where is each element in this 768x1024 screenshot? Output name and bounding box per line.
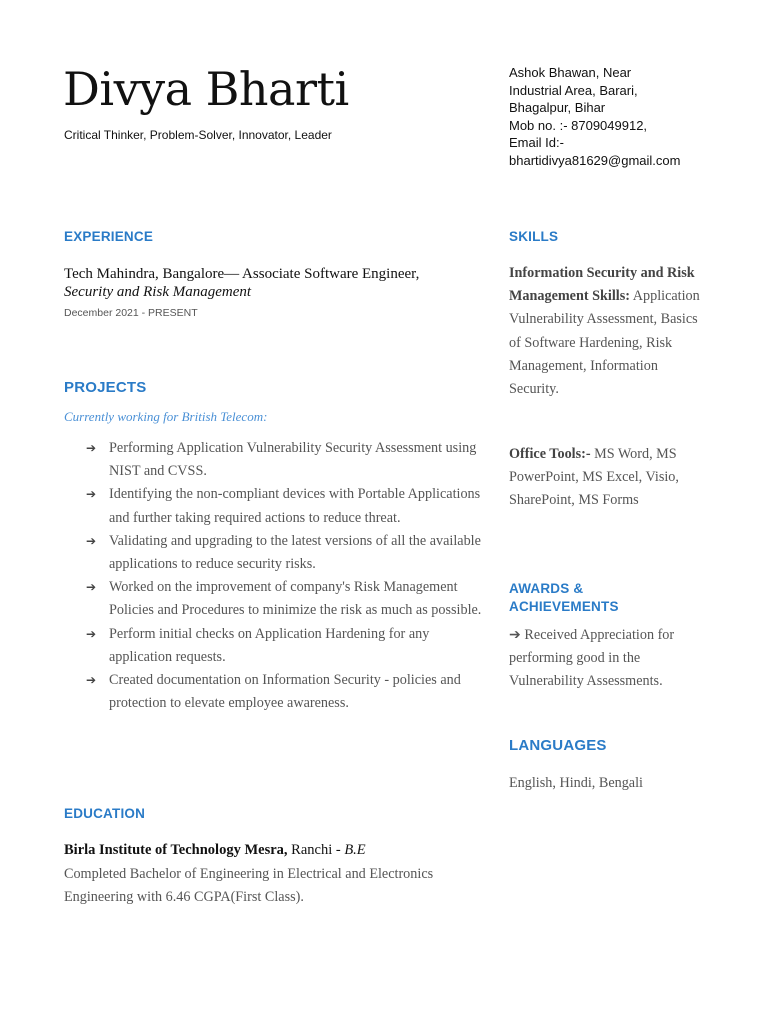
job-date: December 2021 - PRESENT [64,307,198,319]
languages-heading: LANGUAGES [509,737,607,754]
skills-office-text: MS Word, MS PowerPoint, MS Excel, Visio, SharePoint, MS Forms [509,446,679,509]
awards-heading-line1: AWARDS & [509,581,584,596]
arrow-icon: ➔ [86,441,97,455]
job-entry [64,265,484,301]
education-description: Completed Bachelor of Engineering in Electrical and Electronics Engineering with 6.46 CGPA(First Class). [64,866,434,906]
job-role: Security and Risk Management [64,284,252,300]
project-text: Created documentation on Information Security - policies and protection to elevate employee awareness. [109,672,461,712]
list-item [86,483,486,529]
projects-list [86,437,486,715]
contact-email: bhartidivya81629@gmail.com [509,152,681,168]
arrow-icon: ➔ [86,673,97,688]
skills-heading: SKILLS [509,229,559,244]
education-institute: Birla Institute of Technology Mesra, [64,842,288,858]
candidate-name: Divya Bharti [63,62,349,116]
arrow-icon: ➔ [86,487,97,502]
contact-line: Ashok Bhawan, Near [509,65,632,80]
list-item [86,437,486,483]
skills-office [509,443,709,513]
awards-heading-line2: ACHIEVEMENTS [509,599,619,614]
awards-heading [509,580,619,616]
education-entry [64,842,366,859]
list-item [86,623,486,669]
list-item [86,530,486,576]
skills-security [509,262,709,401]
arrow-icon: ➔ [86,533,97,548]
skills-office-label: Office Tools:- [509,446,591,462]
contact-block [509,64,749,169]
education-heading: EDUCATION [64,806,146,821]
arrow-icon: ➔ [86,626,97,641]
contact-line: Industrial Area, Barari, [509,82,638,98]
tagline: Critical Thinker, Problem-Solver, Innovator, Leader [64,128,332,142]
skills-security-text: Application Vulnerability Assessment, Basics of Software Hardening, Risk Management, Information Security. [509,288,700,398]
contact-line: Email Id:- [509,135,564,150]
languages-text: English, Hindi, Bengali [509,775,643,791]
list-item [86,576,486,622]
job-company-line: Tech Mahindra, Bangalore— Associate Software Engineer, [64,266,420,282]
experience-heading: EXPERIENCE [64,229,154,244]
project-text: Identifying the non-compliant devices with Portable Applications and further taking required actions to reduce threat. [109,486,481,526]
awards-text: ➔ Received Appreciation for performing good in the Vulnerability Assessments. [509,627,675,690]
education-degree: B.E [344,842,366,858]
education-location: Ranchi - [287,842,345,858]
list-item [86,669,486,715]
arrow-icon: ➔ [86,580,97,595]
project-text: Perform initial checks on Application Hardening for any application requests. [109,625,430,665]
contact-line: Bhagalpur, Bihar [509,100,606,115]
project-text: Performing Application Vulnerability Security Assessment using NIST and CVSS. [109,440,477,480]
skills-security-label: Information Security and Risk Management Skills: [509,265,695,305]
projects-heading: PROJECTS [64,379,147,396]
contact-phone: Mob no. :- 8709049912, [509,117,648,133]
projects-subtitle: Currently working for British Telecom: [64,409,268,424]
project-text: Worked on the improvement of company's Risk Management Policies and Procedures to minimize the risk as much as possible. [109,579,482,619]
project-text: Validating and upgrading to the latest versions of all the available applications to reduce security risks. [109,532,481,573]
